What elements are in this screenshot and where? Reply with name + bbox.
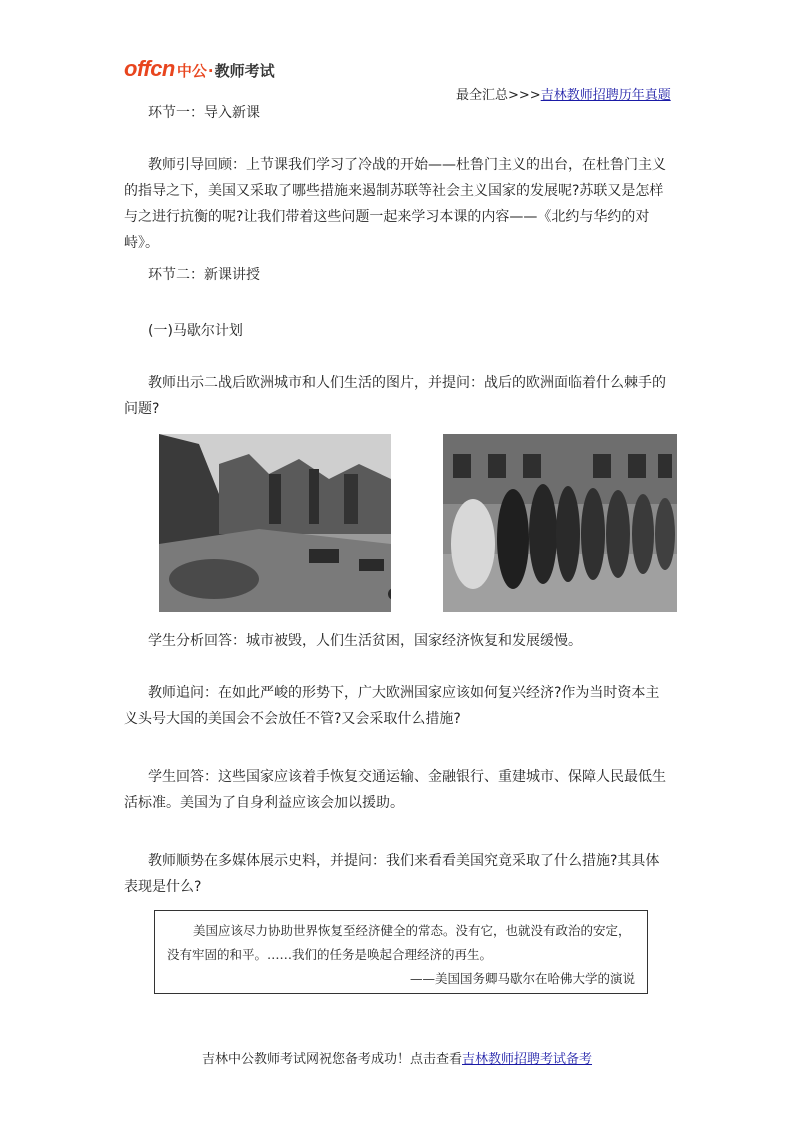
footer-prefix: 吉林中公教师考试网祝您备考成功！点击查看 <box>201 1052 462 1067</box>
quote-text: 美国应该尽力协助世界恢复至经济健全的常态。没有它，也就没有政治的安定，没有牢固的和平。……我们的任务是唤起合理经济的再生。 <box>167 923 631 962</box>
photo-ruined-city <box>159 434 391 612</box>
photo-bread-line <box>443 434 677 612</box>
paragraph-student-analysis: 学生分析回答：城市被毁，人们生活贫困，国家经济恢复和发展缓慢。 <box>148 633 582 649</box>
summary-prefix: 最全汇总>>> <box>456 88 541 103</box>
section1-title: 环节一：导入新课 <box>148 105 260 121</box>
footer-link[interactable]: 吉林教师招聘考试备考 <box>462 1052 593 1067</box>
quote-source: ——美国国务卿马歇尔在哈佛大学的演说 <box>409 971 635 986</box>
footer <box>0 1048 794 1067</box>
paragraph-teacher-source: 教师顺势在多媒体展示史料，并提问：我们来看看美国究竟采取了什么措施?其具体表现是什么? <box>124 853 660 895</box>
paragraph-teacher-followup: 教师追问：在如此严峻的形势下，广大欧洲国家应该如何复兴经济?作为当时资本主义头号大国的美国会不会放任不管?又会采取什么措施? <box>124 685 660 727</box>
summary-link[interactable]: 吉林教师招聘历年真题 <box>540 88 671 103</box>
paragraph-question: 教师出示二战后欧洲城市和人们生活的图片，并提问：战后的欧洲面临着什么棘手的问题? <box>124 375 666 417</box>
paragraph-student-answer: 学生回答：这些国家应该着手恢复交通运输、金融银行、重建城市、保障人民最低生活标准。美国为了自身利益应该会加以援助。 <box>124 769 666 811</box>
logo-separator: · <box>207 62 214 80</box>
historical-quote-box <box>154 910 648 994</box>
logo-offcn-text: offcn <box>124 56 175 81</box>
subsection-title: (一)马歇尔计划 <box>148 323 243 339</box>
offcn-logo <box>124 56 275 82</box>
logo-cn-text: 中公 <box>176 62 207 80</box>
logo-brand-text: 教师考试 <box>214 62 275 80</box>
section2-title: 环节二：新课讲授 <box>148 267 260 283</box>
paragraph-intro: 教师引导回顾：上节课我们学习了冷战的开始——杜鲁门主义的出台，在杜鲁门主义的指导之下，美国又采取了哪些措施来遏制苏联等社会主义国家的发展呢?苏联又是怎样与之进行抗衡的呢?让我们带着这些问题一起来学习本课的内容——《北约与华约的对峙》。 <box>124 157 666 251</box>
